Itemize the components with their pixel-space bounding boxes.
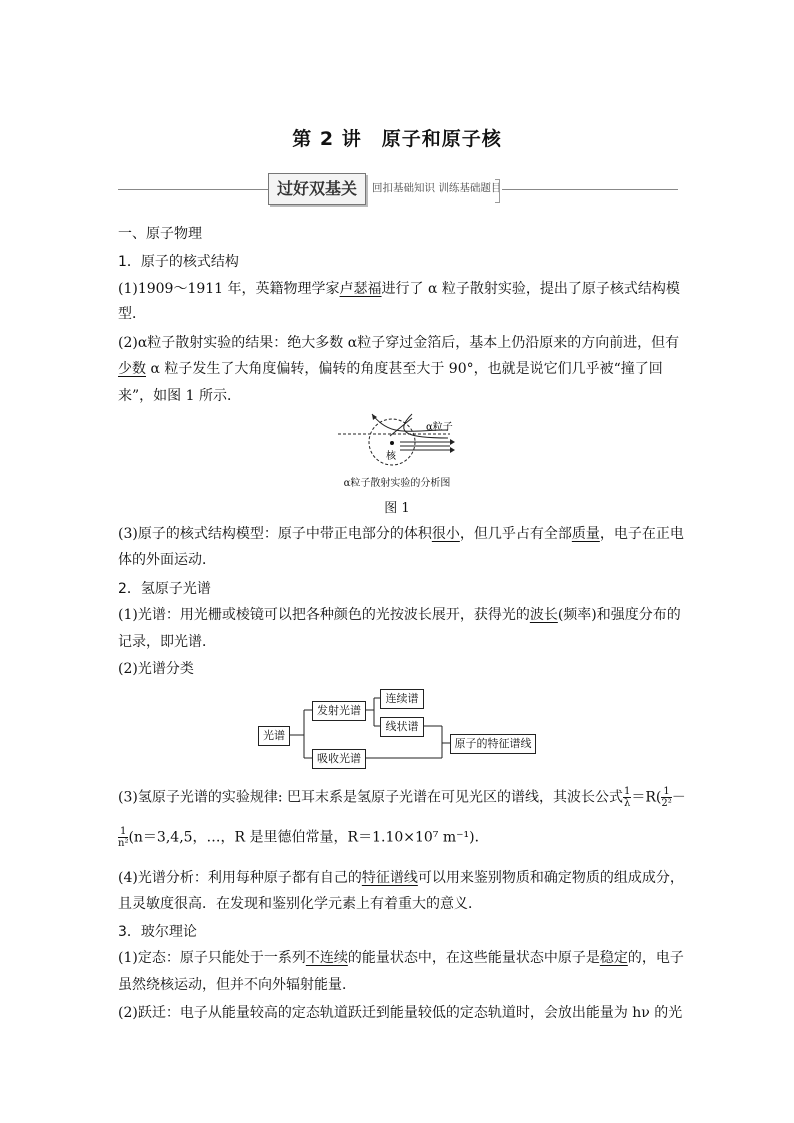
underlined-term: 不连续 xyxy=(305,950,348,966)
banner-main-label: 过好双基关 xyxy=(268,173,366,205)
underlined-term: 很小 xyxy=(431,526,460,542)
fraction-one-over-n-squared xyxy=(118,826,128,849)
paragraph-line xyxy=(118,279,678,299)
subsection-heading-nuclear-structure: 1．原子的核式结构 xyxy=(118,254,239,270)
banner-edge-decoration xyxy=(495,179,500,203)
text-segment: 的能量状态中，在这些能量状态中原子是 xyxy=(347,950,600,966)
node-emission-spectrum: 发射光谱 xyxy=(312,701,366,721)
alpha-label: α粒子 xyxy=(426,422,453,433)
fraction-numerator: 1 xyxy=(663,786,670,797)
node-line-spectrum: 线状谱 xyxy=(380,717,424,737)
section-banner xyxy=(268,173,500,205)
text-segment: 进行了 α 粒子散射实验，提出了原子核式结构模 xyxy=(381,281,680,297)
underlined-term: 稳定 xyxy=(599,950,628,966)
nucleus-dot xyxy=(390,441,394,445)
paragraph-line: (2)跃迁：电子从能量较高的定态轨道跃迁到能量较低的定态轨道时，会放出能量为 hν 的光 xyxy=(118,1005,683,1021)
text-segment: (频率)和强度分布的 xyxy=(557,607,681,623)
paragraph-line: 记录，即光谱． xyxy=(118,634,216,650)
banner-sub-label: 回扣基础知识 训练基础题目 xyxy=(372,182,502,194)
paragraph-line: 体的外面运动． xyxy=(118,552,216,568)
fraction-denominator: λ xyxy=(624,798,631,809)
paragraph-line xyxy=(118,948,684,968)
text-segment: 可以用来鉴别物质和确定物质的组成成分， xyxy=(417,870,684,886)
text-segment: ，电子在正电 xyxy=(599,526,684,542)
paragraph-line: 型． xyxy=(118,306,146,322)
node-spectrum: 光谱 xyxy=(258,726,290,746)
alpha-scattering-diagram xyxy=(330,410,460,472)
paragraph-line: 虽然绕核运动，但并不向外辐射能量． xyxy=(118,977,356,993)
text-segment: α 粒子发生了大角度偏转，偏转的角度甚至大于 90°，也就是说它们几乎被“撞了回 xyxy=(146,361,663,377)
text-segment: (3)原子的核式结构模型：原子中带正电部分的体积 xyxy=(118,526,432,542)
text-segment: (1)光谱：用光栅或棱镜可以把各种颜色的光按波长展开，获得光的 xyxy=(118,607,530,623)
text-segment: ，但几乎占有全部 xyxy=(459,526,572,542)
paragraph-line xyxy=(118,359,678,379)
paragraph-line: (2)α粒子散射实验的结果：绝大多数 α粒子穿过金箔后，基本上仍沿原来的方向前进，但有 xyxy=(118,335,680,351)
underlined-term: 少数 xyxy=(118,361,146,377)
underlined-term: 特征谱线 xyxy=(361,870,418,886)
text-segment: (3)氢原子光谱的实验规律: 巴耳末系是氢原子光谱在可见光区的谱线，其波长公式 xyxy=(118,789,623,806)
paragraph-line xyxy=(118,524,684,544)
paragraph-line xyxy=(118,868,684,888)
text-segment: (1)1909～1911 年，英籍物理学家 xyxy=(118,281,340,297)
node-continuous-spectrum: 连续谱 xyxy=(380,689,424,709)
underlined-term: 波长 xyxy=(529,607,558,623)
page-title: 第 2 讲 原子和原子核 xyxy=(292,128,502,150)
text-segment: － xyxy=(671,789,686,806)
text-segment: (1)定态：原子只能处于一系列 xyxy=(118,950,306,966)
section-heading-atomic-physics: 一、原子物理 xyxy=(118,226,202,242)
paragraph-line: (2)光谱分类 xyxy=(118,661,194,677)
subsection-heading-hydrogen-spectrum: 2．氢原子光谱 xyxy=(118,581,211,597)
underlined-term: 质量 xyxy=(571,526,600,542)
banner-rule-left xyxy=(118,189,268,190)
paragraph-line: 且灵敏度很高．在发现和鉴别化学元素上有着重大的意义． xyxy=(118,896,482,912)
paragraph-line xyxy=(118,786,686,809)
figure-label: 图 1 xyxy=(384,501,410,516)
arrow-head xyxy=(450,447,455,453)
fraction-denominator: 2² xyxy=(661,798,672,809)
arrow-head xyxy=(450,439,455,445)
paragraph-line xyxy=(118,605,681,625)
fraction-numerator: 1 xyxy=(118,826,128,838)
text-segment: 的，电子 xyxy=(627,950,684,966)
fraction-denominator: n² xyxy=(118,838,129,849)
paragraph-line: 来”，如图 1 所示． xyxy=(118,388,241,404)
text-segment: ＝R( xyxy=(631,789,662,806)
banner-rule-right xyxy=(502,189,678,190)
node-absorption-spectrum: 吸收光谱 xyxy=(312,749,366,769)
paragraph-line xyxy=(118,826,678,849)
fraction-numerator: 1 xyxy=(624,786,631,797)
nucleus-label: 核 xyxy=(386,451,396,462)
figure-caption: α粒子散射实验的分析图 xyxy=(343,478,451,489)
spectrum-classification-diagram xyxy=(256,688,536,768)
text-segment: (n＝3,4,5，…，R 是里德伯常量，R＝1.10×10⁷ m⁻¹)． xyxy=(128,829,489,846)
underlined-term: 卢瑟福 xyxy=(339,281,382,297)
text-segment: (4)光谱分析：利用每种原子都有自己的 xyxy=(118,870,362,886)
fraction-one-over-two-squared xyxy=(661,786,671,809)
node-characteristic-lines: 原子的特征谱线 xyxy=(450,734,536,754)
subsection-heading-bohr-theory: 3．玻尔理论 xyxy=(118,924,197,940)
